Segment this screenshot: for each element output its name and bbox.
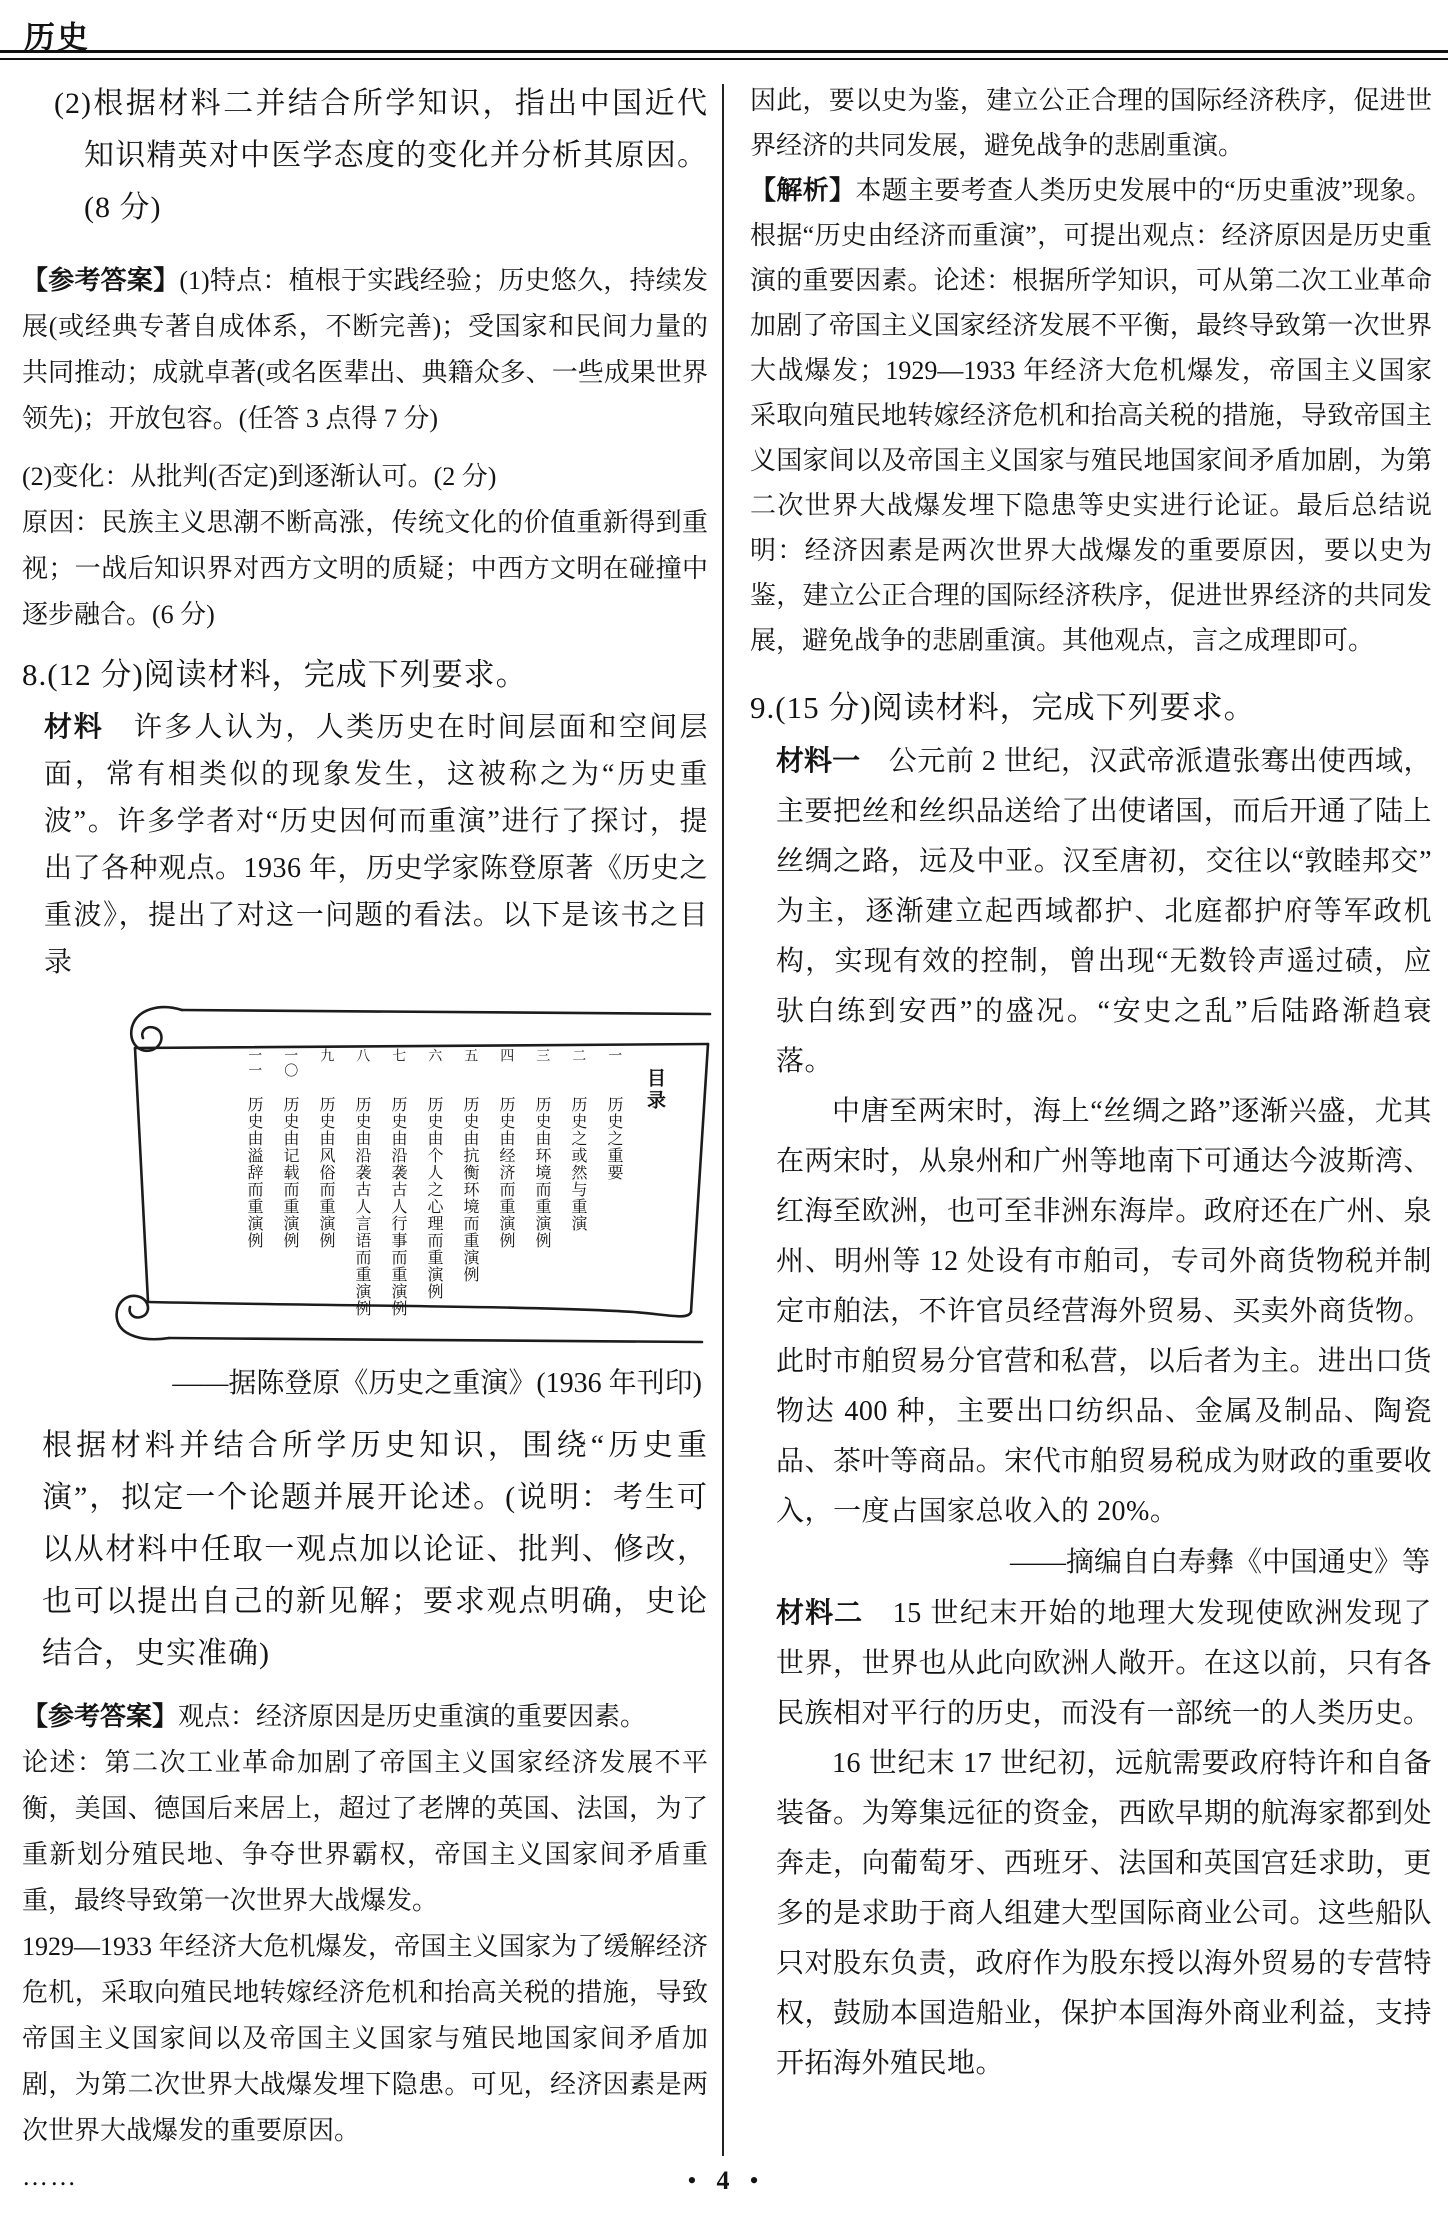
toc-entry-title: 历史之或然与重演 — [569, 1096, 586, 1232]
question-8-heading: 8.(12 分)阅读材料，完成下列要求。 — [22, 657, 528, 692]
page-number: 4 — [716, 2166, 732, 2195]
page-subject-title: 历史 — [24, 20, 90, 55]
toc-entry-title: 历史由记载而重演例 — [281, 1096, 298, 1249]
question-9-material-2 — [776, 1589, 1432, 1739]
toc-entry-title: 历史由抗衡环境而重演例 — [461, 1096, 478, 1283]
toc-entry — [386, 1046, 409, 1328]
ref-answer-1-text: (1)特点：植根于实践经验；历史悠久，持续发展(或经典专著自成体系，不断完善)；受国家和民间力量的共同推动；成就卓著(或名医辈出、典籍众多、一些成果世界领先)；开放包容。(任答 3 点得 7 分) — [22, 266, 708, 433]
toc-entry-title: 历史之重要 — [605, 1096, 622, 1181]
footer-right-dot: • — [749, 2166, 761, 2195]
toc-entry — [278, 1046, 301, 1328]
question-2-stem: (2)根据材料二并结合所学知识，指出中国近代知识精英对中医学态度的变化并分析其原因。(8 分) — [54, 87, 708, 224]
toc-entry — [314, 1046, 337, 1328]
page-footer — [0, 2166, 1448, 2196]
material-1-label: 材料一 — [776, 746, 861, 777]
toc-entry — [458, 1046, 481, 1328]
question-8-task: 根据材料并结合所学历史知识，围绕“历史重演”，拟定一个论题并展开论述。(说明：考生可以从材料中任取一观点加以论证、批判、修改，也可以提出自己的新见解；要求观点明确，史论结合，史实准确) — [42, 1429, 708, 1670]
toc-entry — [350, 1046, 373, 1328]
toc-entry-title: 历史由经济而重演例 — [497, 1096, 514, 1249]
toc-entry — [566, 1046, 589, 1328]
question-9-heading: 9.(15 分)阅读材料，完成下列要求。 — [750, 690, 1256, 725]
toc-scroll-content — [152, 1046, 668, 1328]
toc-entry — [242, 1046, 265, 1328]
toc-entry — [494, 1046, 517, 1328]
material-2-text: 15 世纪末开始的地理大发现使欧洲发现了世界，世界也从此向欧洲人敞开。在这以前，只有各民族相对平行的历史，而没有一部统一的人类历史。 — [776, 1598, 1432, 1729]
analysis-label: 【解析】 — [750, 176, 856, 205]
toc-entry — [530, 1046, 553, 1328]
ref-answer-8-discussion-2: 1929—1933 年经济大危机爆发，帝国主义国家为了缓解经济危机，采取向殖民地转嫁经济危机和抬高关税的措施，导致帝国主义国家间以及帝国主义国家与殖民地国家间矛盾加剧，为第二次世界大战爆发埋下隐患。可见，经济因素是两次世界大战爆发的重要原因。 — [22, 1932, 708, 2145]
question-9-material-1-para-2: 中唐至两宋时，海上“丝绸之路”逐渐兴盛，尤其在两宋时，从泉州和广州等地南下可通达今波斯湾、红海至欧洲，也可至非洲东海岸。政府还在广州、泉州、明州等 12 处设有市舶司，专司外商货物税并制定市舶法，不许官员经营海外贸易、买卖外商货物。此时市舶贸易分官营和私营，以后者为主。进出口货物达 400 种，主要出口纺织品、金属及制品、陶瓷品、茶叶等商品。宋代市舶贸易税成为财政的重要收入，一度占国家总收入的 20%。 — [776, 1096, 1432, 1527]
ref-answer-3-text: 原因：民族主义思潮不断高涨，传统文化的价值重新得到重视；一战后知识界对西方文明的质疑；中西方文明在碰撞中逐步融合。(6 分) — [22, 508, 708, 629]
material-2-label: 材料二 — [776, 1598, 864, 1629]
left-column — [22, 78, 708, 2200]
toc-entry-title: 历史由沿袭古人言语而重演例 — [353, 1096, 370, 1317]
material-1-text: 公元前 2 世纪，汉武帝派遣张骞出使西域，主要把丝和丝织品送给了出使诸国，而后开通了陆上丝绸之路，远及中亚。汉至唐初，交往以“敦睦邦交”为主，逐渐建立起西域都护、北庭都护府等军政机构，实现有效的控制，曾出现“无数铃声遥过碛，应驮白练到安西”的盛况。“安史之乱”后陆路渐趋衰落。 — [776, 746, 1432, 1077]
toc-entry — [602, 1046, 625, 1328]
ref-answer-label: 【参考答案】 — [22, 266, 180, 295]
material-label: 材料 — [44, 712, 104, 743]
toc-entry-title: 历史由个人之心理而重演例 — [425, 1096, 442, 1300]
question-9-material-2-para-2: 16 世纪末 17 世纪初，远航需要政府特许和自备装备。为筹集远征的资金，西欧早期的航海家都到处奔走，向葡萄牙、西班牙、法国和英国宫廷求助，更多的是求助于商人组建大型国际商业公司。这些船队只对股东负责，政府作为股东授以海外贸易的专营特权，鼓励本国造船业，保护本国海外商业利益，支持开拓海外殖民地。 — [776, 1748, 1432, 2079]
question-9-material-1 — [776, 737, 1432, 1087]
toc-entry-number: 四 — [498, 1048, 514, 1063]
toc-entry-number: 一 — [606, 1048, 622, 1063]
ellipsis-line: …… — [22, 2162, 78, 2191]
ref-answer-8-viewpoint: 观点：经济原因是历史重演的重要因素。 — [178, 1702, 647, 1731]
analysis-block — [750, 168, 1432, 663]
toc-entry-title: 历史由环境而重演例 — [533, 1096, 550, 1249]
toc-entry-number: 三 — [534, 1048, 550, 1063]
toc-entry-title: 历史由溢辞而重演例 — [245, 1096, 262, 1249]
ref-answer-block-8 — [22, 1694, 708, 1740]
header-double-rule — [0, 50, 1448, 60]
ref-answer-2-text: (2)变化：从批判(否定)到逐渐认可。(2 分) — [22, 462, 497, 491]
toc-entry-title: 历史由沿袭古人行事而重演例 — [389, 1096, 406, 1317]
material-text: 许多人认为，人类历史在时间层面和空间层面，常有相类似的现象发生，这被称之为“历史重波”。许多学者对“历史因何而重演”进行了探讨，提出了各种观点。1936 年，历史学家陈登原著《历史之重波》，提出了对这一问题的看法。以下是该书之目录 — [44, 712, 709, 978]
footer-left-dot: • — [687, 2166, 699, 2195]
toc-scroll-figure — [74, 1000, 714, 1352]
ref-answer-label: 【参考答案】 — [22, 1702, 179, 1731]
toc-entry-number: 九 — [318, 1048, 334, 1063]
ref-answer-8-discussion-1: 论述：第二次工业革命加剧了帝国主义国家经济发展不平衡，美国、德国后来居上，超过了老牌的英国、法国，为了重新划分殖民地、争夺世界霸权，帝国主义国家间矛盾重重，最终导致第一次世界大战爆发。 — [22, 1748, 708, 1915]
toc-entry-number: 二 — [570, 1048, 586, 1063]
toc-title: 目录 — [644, 1068, 665, 1112]
ref-answer-block-7 — [22, 258, 708, 442]
right-column — [750, 78, 1432, 2089]
question-8-source-citation: ——据陈登原《历史之重演》(1936 年刊印) — [172, 1368, 702, 1399]
toc-entry-number: 八 — [354, 1048, 370, 1063]
toc-entry — [422, 1046, 445, 1328]
toc-entry-number: 七 — [390, 1048, 406, 1063]
toc-entry-number: 一一 — [246, 1048, 262, 1078]
toc-entry-number: 一〇 — [282, 1048, 298, 1078]
question-8-material — [44, 704, 708, 986]
column-divider-line — [722, 84, 724, 2156]
carryover-paragraph: 因此，要以史为鉴，建立公正合理的国际经济秩序，促进世界经济的共同发展，避免战争的悲剧重演。 — [750, 86, 1432, 160]
toc-entry-title: 历史由风俗而重演例 — [317, 1096, 334, 1249]
toc-entry-number: 六 — [426, 1048, 442, 1063]
toc-entry-number: 五 — [462, 1048, 478, 1063]
analysis-text: 本题主要考查人类历史发展中的“历史重波”现象。根据“历史由经济而重演”，可提出观点：经济原因是历史重演的重要因素。论述：根据所学知识，可从第二次工业革命加剧了帝国主义国家经济发展不平衡，最终导致第一次世界大战爆发；1929—1933 年经济大危机爆发，帝国主义国家采取向殖民地转嫁经济危机和抬高关税的措施，导致帝国主义国家间以及帝国主义国家与殖民地国家间矛盾加剧，为第二次世界大战爆发埋下隐患等史实进行论证。最后总结说明：经济因素是两次世界大战爆发的重要原因，要以史为鉴，建立公正合理的国际经济秩序，促进世界经济的共同发展，避免战争的悲剧重演。其他观点，言之成理即可。 — [750, 176, 1432, 655]
question-9-source-citation: ——摘编自白寿彝《中国通史》等 — [1009, 1547, 1430, 1578]
